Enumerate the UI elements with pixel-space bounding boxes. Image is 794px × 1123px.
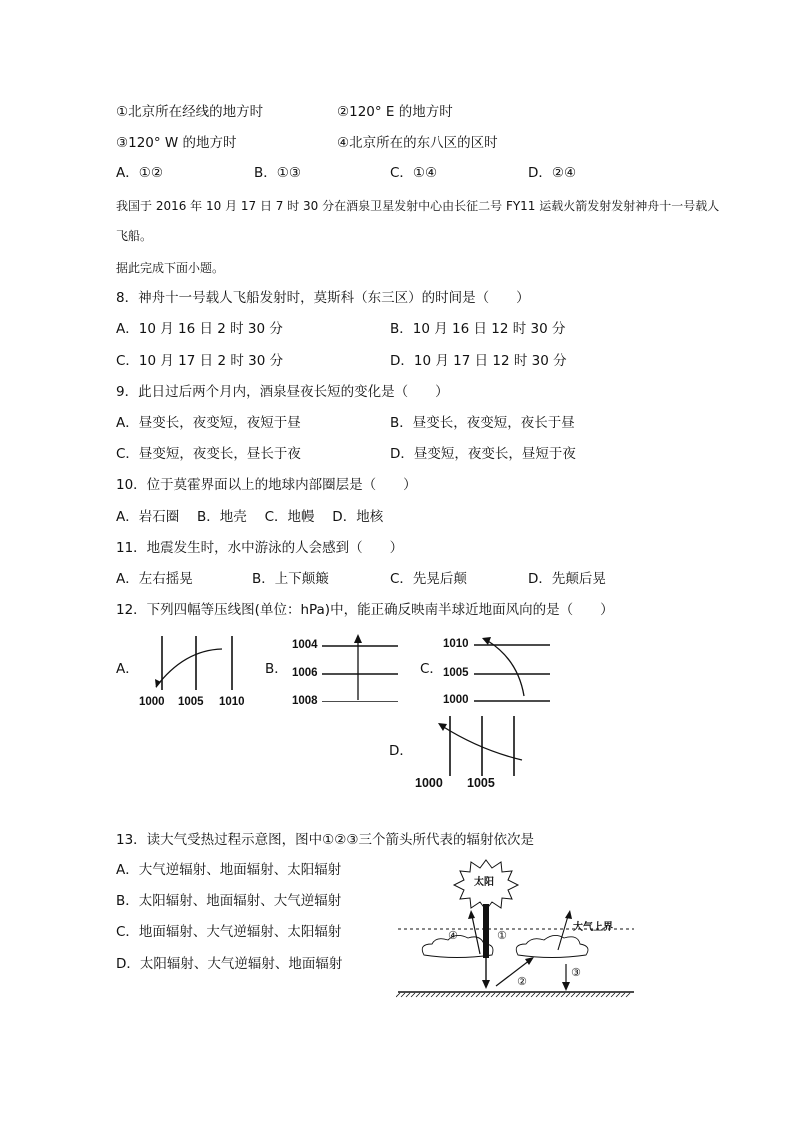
q11-choice-b: B．上下颠簸 <box>252 571 329 587</box>
q13-choice-c: C．地面辐射、大气逆辐射、太阳辐射 <box>116 924 342 940</box>
fig-b-label-2: 1006 <box>292 667 318 679</box>
q8-stem: 8．神舟十一号载人飞船发射时，莫斯科（东三区）的时间是（ ） <box>116 290 530 306</box>
q7-choice-a: A．①② <box>116 165 163 181</box>
arrow-head <box>482 637 491 645</box>
hatch-mark <box>531 993 535 997</box>
q7-option-4: ④北京所在的东八区的区时 <box>337 135 498 151</box>
hatch-mark <box>401 993 405 997</box>
hatch-mark <box>511 993 515 997</box>
hatch-mark <box>616 993 620 997</box>
hatch-mark <box>541 993 545 997</box>
q7-option-3: ③120° W 的地方时 <box>116 135 237 151</box>
isobar-diagram-a <box>136 632 260 692</box>
intro-line-1: 我国于 2016 年 10 月 17 日 7 时 30 分在酒泉卫星发射中心由长征二号 FY11 运载火箭发射发射神舟十一号载人 <box>116 199 720 213</box>
q10-choices: A．岩石圈 B．地壳 C．地幔 D．地核 <box>116 509 384 525</box>
fig-b-letter: B． <box>265 661 288 677</box>
hatch-mark <box>501 993 505 997</box>
hatch-mark <box>481 993 485 997</box>
q9-choice-b: B．昼变长，夜变短，夜长于昼 <box>390 415 575 431</box>
q8-choice-a: A．10 月 16 日 2 时 30 分 <box>116 321 283 337</box>
hatch-mark <box>496 993 500 997</box>
hatch-mark <box>526 993 530 997</box>
hatch-mark <box>416 993 420 997</box>
q8-choice-b: B．10 月 16 日 12 时 30 分 <box>390 321 566 337</box>
q12-stem: 12．下列四幅等压线图(单位：hPa)中，能正确反映南半球近地面风向的是（ ） <box>116 602 614 618</box>
fig-a-label-2: 1005 <box>178 696 204 708</box>
sun-label: 太阳 <box>474 877 494 888</box>
hatch-mark <box>471 993 475 997</box>
q13-choice-a: A．大气逆辐射、地面辐射、太阳辐射 <box>116 862 342 878</box>
arrow-head <box>438 723 447 731</box>
q10-stem: 10．位于莫霍界面以上的地球内部圈层是（ ） <box>116 477 417 493</box>
hatch-mark <box>446 993 450 997</box>
hatch-mark <box>586 993 590 997</box>
intro-line-2: 飞船。 <box>116 229 153 243</box>
wind-arrow <box>156 649 222 687</box>
hatch-mark <box>621 993 625 997</box>
hatch-mark <box>486 993 490 997</box>
q9-choice-c: C．昼变短，夜变长，昼长于夜 <box>116 446 301 462</box>
q7-option-2: ②120° E 的地方时 <box>337 104 453 120</box>
q7-choice-d: D．②④ <box>528 165 577 181</box>
hatch-mark <box>556 993 560 997</box>
q13-choice-b: B．太阳辐射、地面辐射、大气逆辐射 <box>116 893 342 909</box>
q7-option-1: ①北京所在经线的地方时 <box>116 104 264 120</box>
isobar-diagram-c <box>472 632 552 704</box>
fig-d-letter: D． <box>389 743 413 759</box>
q11-choice-a: A．左右摇晃 <box>116 571 193 587</box>
q9-choice-d: D．昼变短，夜变长，昼短于夜 <box>390 446 576 462</box>
q9-choice-a: A．昼变长，夜变短，夜短于昼 <box>116 415 301 431</box>
isobar-diagram-d <box>430 712 530 778</box>
q11-stem: 11．地震发生时，水中游泳的人会感到（ ） <box>116 540 404 556</box>
arrow-head <box>155 679 161 688</box>
fig-b-label-1: 1004 <box>292 639 318 651</box>
hatch-mark <box>551 993 555 997</box>
hatch-mark <box>431 993 435 997</box>
fig-a-letter: A． <box>116 661 139 677</box>
fig-d-label-1: 1000 <box>415 776 443 790</box>
fig-c-label-2: 1005 <box>443 667 469 679</box>
q13-stem: 13．读大气受热过程示意图，图中①②③三个箭头所代表的辐射依次是 <box>116 832 534 848</box>
isobar-diagram-b <box>320 632 400 702</box>
q11-choice-d: D．先颠后晃 <box>528 571 606 587</box>
fig-c-letter: C． <box>420 661 443 677</box>
fig-d-label-2: 1005 <box>467 776 495 790</box>
fig-b-label-3: 1008 <box>292 695 318 707</box>
intro-line-3: 据此完成下面小题。 <box>116 261 225 275</box>
q7-choice-c: C．①④ <box>390 165 438 181</box>
cloud-right <box>516 935 588 957</box>
hatch-mark <box>426 993 430 997</box>
arrow-head <box>562 982 570 991</box>
hatch-mark <box>566 993 570 997</box>
hatch-mark <box>491 993 495 997</box>
arrow-head <box>565 910 572 919</box>
solar-beam <box>483 904 489 958</box>
hatch-mark <box>476 993 480 997</box>
hatch-mark <box>626 993 630 997</box>
hatch-mark <box>406 993 410 997</box>
hatch-mark <box>516 993 520 997</box>
hatch-mark <box>546 993 550 997</box>
ground-hatching <box>396 993 630 997</box>
hatch-mark <box>466 993 470 997</box>
hatch-mark <box>456 993 460 997</box>
q7-choice-b: B．①③ <box>254 165 301 181</box>
hatch-mark <box>536 993 540 997</box>
wind-arrow <box>488 641 524 696</box>
q11-choice-c: C．先晃后颠 <box>390 571 467 587</box>
arrow-label-1: ① <box>497 929 507 942</box>
hatch-mark <box>576 993 580 997</box>
hatch-mark <box>436 993 440 997</box>
hatch-mark <box>601 993 605 997</box>
hatch-mark <box>451 993 455 997</box>
hatch-mark <box>441 993 445 997</box>
fig-c-label-3: 1000 <box>443 694 469 706</box>
hatch-mark <box>591 993 595 997</box>
q9-stem: 9．此日过后两个月内，酒泉昼夜长短的变化是（ ） <box>116 384 449 400</box>
hatch-mark <box>411 993 415 997</box>
fig-a-label-3: 1010 <box>219 696 245 708</box>
hatch-mark <box>606 993 610 997</box>
upper-atmosphere-label: 大气上界 <box>573 922 613 933</box>
q8-choice-d: D．10 月 17 日 12 时 30 分 <box>390 353 567 369</box>
arrow-head <box>482 980 490 989</box>
hatch-mark <box>611 993 615 997</box>
q8-choice-c: C．10 月 17 日 2 时 30 分 <box>116 353 284 369</box>
hatch-mark <box>561 993 565 997</box>
arrow-label-2: ② <box>517 975 527 988</box>
hatch-mark <box>506 993 510 997</box>
hatch-mark <box>461 993 465 997</box>
fig-c-label-1: 1010 <box>443 638 469 650</box>
arrow-label-4: ④ <box>448 929 458 942</box>
fig-a-label-1: 1000 <box>139 696 165 708</box>
arrow-head <box>468 910 475 919</box>
hatch-mark <box>521 993 525 997</box>
hatch-mark <box>571 993 575 997</box>
hatch-mark <box>421 993 425 997</box>
hatch-mark <box>396 993 400 997</box>
q13-choice-d: D．太阳辐射、大气逆辐射、地面辐射 <box>116 956 343 972</box>
arrow-head <box>525 957 534 965</box>
arrow-head <box>354 634 362 643</box>
hatch-mark <box>581 993 585 997</box>
hatch-mark <box>596 993 600 997</box>
arrow-label-3: ③ <box>571 966 581 979</box>
